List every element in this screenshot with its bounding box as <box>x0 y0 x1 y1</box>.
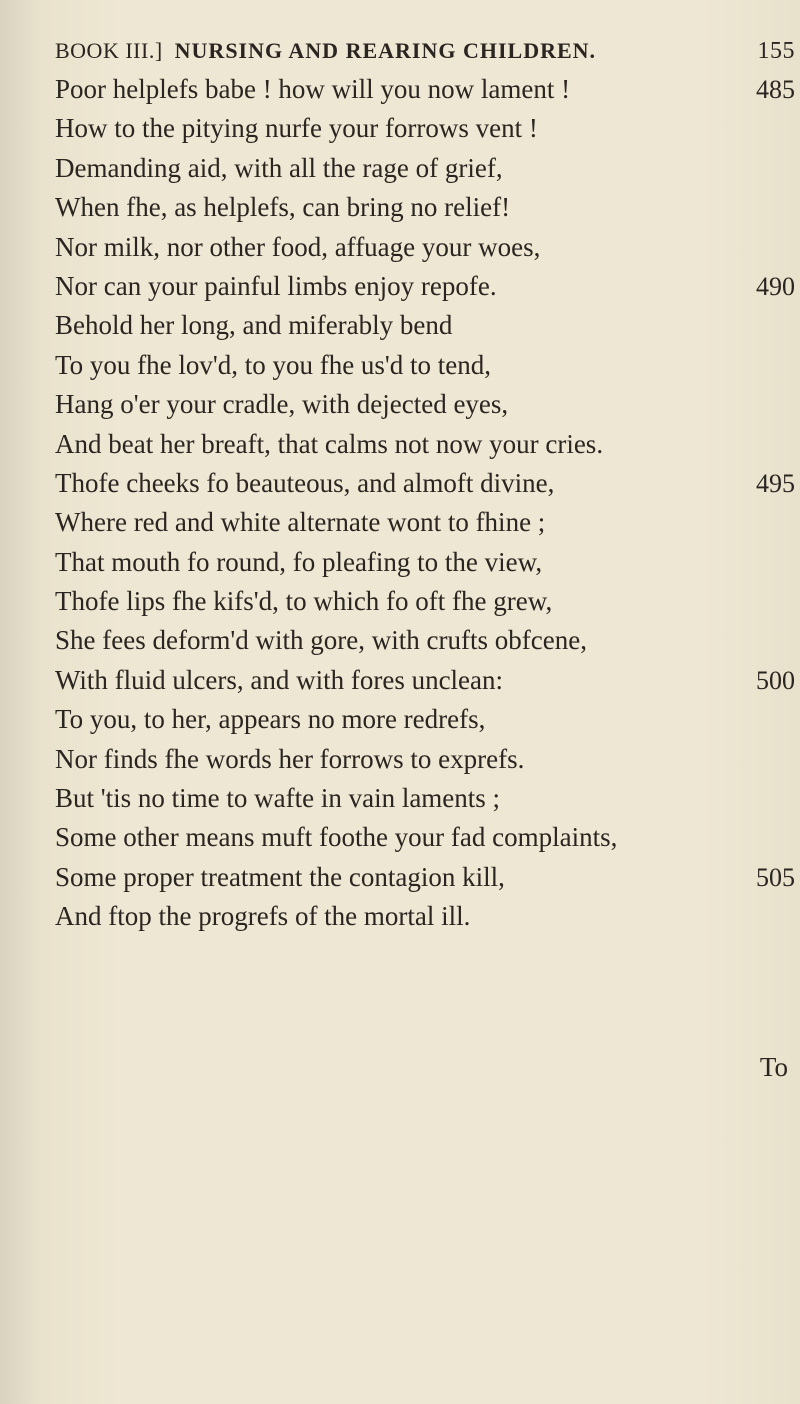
verse-line-text: Demanding aid, with all the rage of grief, <box>55 152 503 183</box>
verse-line <box>55 818 795 857</box>
verse-line-text: Nor milk, nor other food, affuage your woes, <box>55 231 541 262</box>
verse-line-text: Behold her long, and miferably bend <box>55 310 453 341</box>
verse-line-text: That mouth fo round, fo pleafing to the view, <box>55 546 543 577</box>
line-number: 495 <box>756 468 795 498</box>
verse-line <box>55 188 795 227</box>
verse-line <box>55 149 795 188</box>
verse-line <box>55 385 795 424</box>
verse-line-text: To you, to her, appears no more redrefs, <box>55 704 486 735</box>
verse-line <box>55 425 795 464</box>
verse-line-text: Nor finds fhe words her forrows to exprefs. <box>55 743 525 774</box>
verse-line-text: How to the pitying nurfe your forrows vent ! <box>55 113 538 144</box>
running-title: NURSING AND REARING CHILDREN. <box>174 38 597 63</box>
verse-line-text: Where red and white alternate wont to fhine ; <box>55 507 546 538</box>
line-number: 485 <box>756 75 795 104</box>
verse-line <box>55 661 795 700</box>
verse-line-text: And beat her breaft, that calms not now your cries. <box>55 428 604 459</box>
verse-line-text: Some other means muft foothe your fad complaints, <box>55 822 618 853</box>
verse-line <box>55 228 795 267</box>
verse-line-text: Thofe lips fhe kifs'd, to which fo oft fhe grew, <box>55 586 553 617</box>
verse-line <box>55 306 795 345</box>
verse-line <box>55 779 795 818</box>
verse-line <box>55 109 795 148</box>
verse-line-text: Poor helplefs babe ! how will you now lament ! <box>55 74 571 104</box>
verse-line <box>55 897 795 936</box>
verse-line <box>55 70 795 109</box>
verse-block <box>55 70 795 937</box>
verse-line-text: Nor can your painful limbs enjoy repofe. <box>55 270 497 301</box>
verse-line <box>55 582 795 621</box>
verse-line <box>55 267 795 306</box>
verse-line-text: She fees deform'd with gore, with crufts obfcene, <box>55 625 587 656</box>
verse-line-text: Hang o'er your cradle, with dejected eyes, <box>55 389 509 420</box>
verse-line <box>55 740 795 779</box>
verse-line-text: Thofe cheeks fo beauteous, and almoft divine, <box>55 467 555 498</box>
verse-line-text: But 'tis no time to wafte in vain laments ; <box>55 783 501 814</box>
book-marker: BOOK III.] <box>55 38 163 63</box>
page-number: 155 <box>757 38 795 64</box>
verse-line-text: And ftop the progrefs of the mortal ill. <box>55 901 471 932</box>
verse-line <box>55 503 795 542</box>
verse-line <box>55 464 795 503</box>
line-number: 505 <box>756 862 795 892</box>
verse-line <box>55 858 795 897</box>
verse-line-text: Some proper treatment the contagion kill, <box>55 861 505 892</box>
verse-line <box>55 621 795 660</box>
verse-line-text: To you fhe lov'd, to you fhe us'd to tend, <box>55 349 492 380</box>
line-number: 500 <box>756 665 795 695</box>
verse-line <box>55 700 795 739</box>
line-number: 490 <box>756 271 795 301</box>
catchword: To <box>759 1052 788 1082</box>
verse-line-text: With fluid ulcers, and with fores unclean: <box>55 664 504 695</box>
verse-line-text: When fhe, as helplefs, can bring no relief! <box>55 192 511 223</box>
verse-line <box>55 543 795 582</box>
verse-line <box>55 346 795 385</box>
